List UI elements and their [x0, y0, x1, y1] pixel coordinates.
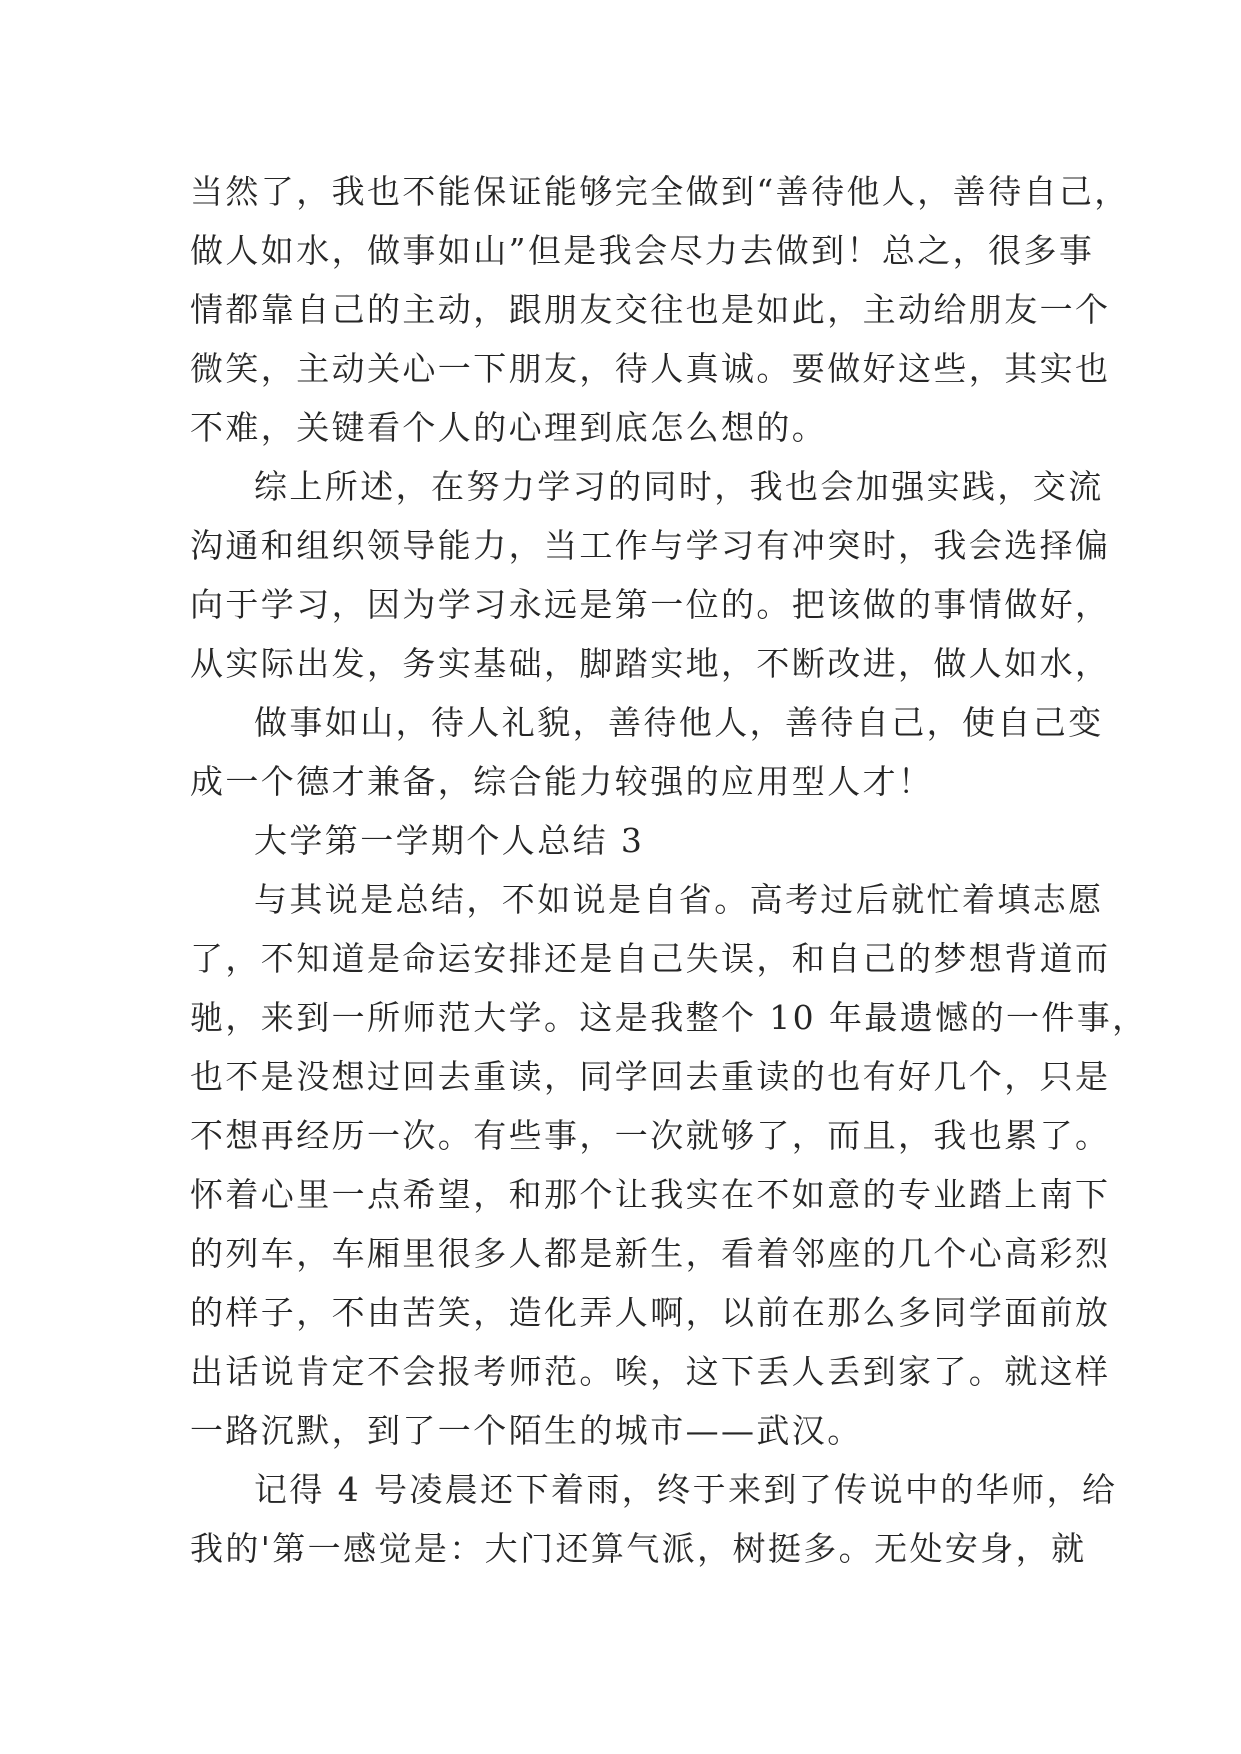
text-line: 向于学习，因为学习永远是第一位的。把该做的事情做好， — [190, 585, 1111, 624]
body-text — [190, 162, 1148, 1578]
text-line: 做人如水，做事如山”但是我会尽力去做到！总之，很多事 — [190, 231, 1095, 270]
text-line: 不难，关键看个人的心理到底怎么想的。 — [190, 408, 828, 447]
text-line: 成一个德才兼备，综合能力较强的应用型人才！ — [190, 762, 934, 801]
text-line: 微笑，主动关心一下朋友，待人真诚。要做好这些，其实也 — [190, 349, 1111, 388]
text-line: 也不是没想过回去重读，同学回去重读的也有好几个，只是 — [190, 1057, 1111, 1096]
text-line: 的列车，车厢里很多人都是新生，看着邻座的几个心高彩烈 — [190, 1234, 1111, 1273]
text-line: 驰，来到一所师范大学。这是我整个 10 年最遗憾的一件事， — [190, 998, 1148, 1037]
section-heading: 大学第一学期个人总结 3 — [254, 821, 645, 860]
text-line: 怀着心里一点希望，和那个让我实在不如意的专业踏上南下 — [190, 1175, 1111, 1214]
text-line: 当然了，我也不能保证能够完全做到“善待他人，善待自己， — [190, 172, 1130, 211]
text-line: 沟通和组织领导能力，当工作与学习有冲突时，我会选择偏 — [190, 526, 1111, 565]
text-line: 的样子，不由苦笑，造化弄人啊，以前在那么多同学面前放 — [190, 1293, 1111, 1332]
text-line: 记得 4 号凌晨还下着雨，终于来到了传说中的华师，给 — [254, 1470, 1118, 1509]
text-line: 了，不知道是命运安排还是自己失误，和自己的梦想背道而 — [190, 939, 1111, 978]
text-line: 一路沉默，到了一个陌生的城市——武汉。 — [190, 1411, 863, 1450]
text-line: 综上所述，在努力学习的同时，我也会加强实践，交流 — [254, 467, 1104, 506]
text-line: 做事如山，待人礼貌，善待他人，善待自己，使自己变 — [254, 703, 1104, 742]
text-line: 不想再经历一次。有些事，一次就够了，而且，我也累了。 — [190, 1116, 1111, 1155]
text-line: 从实际出发，务实基础，脚踏实地，不断改进，做人如水， — [190, 644, 1111, 683]
text-line: 我的'第一感觉是：大门还算气派，树挺多。无处安身，就 — [190, 1529, 1087, 1568]
text-line: 情都靠自己的主动，跟朋友交往也是如此，主动给朋友一个 — [190, 290, 1111, 329]
text-line: 与其说是总结，不如说是自省。高考过后就忙着填志愿 — [254, 880, 1104, 919]
text-line: 出话说肯定不会报考师范。唉，这下丢人丢到家了。就这样 — [190, 1352, 1111, 1391]
